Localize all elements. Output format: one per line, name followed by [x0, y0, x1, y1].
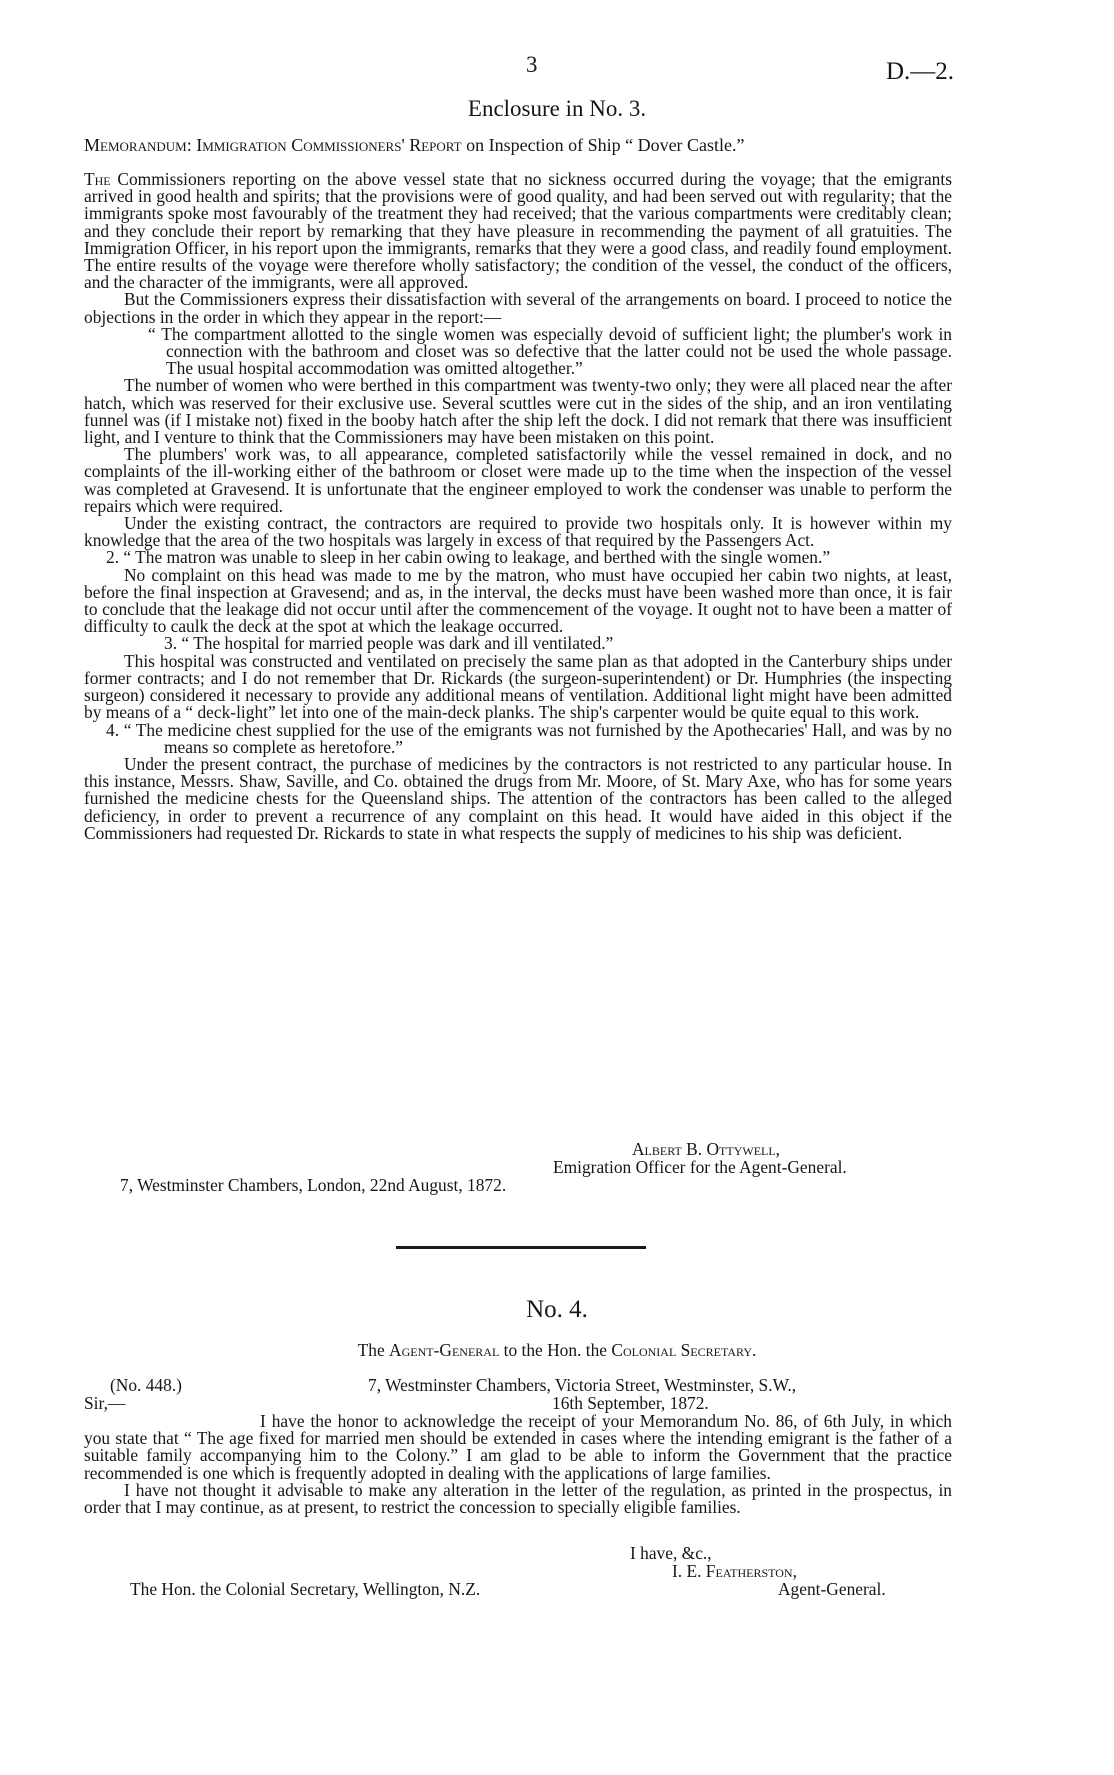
enclosure-body — [84, 171, 952, 842]
paragraph: The number of women who were berthed in this compartment was twenty-two only; they were all placed near the after hatch, which was reserved for their exclusive use. Several scuttles were cut in the sides of the ship, and an iron ventilating funnel was (if I mistake not) fixed in the booby hatch after the ship left the dock. I did not remark that there was insufficient light, and I venture to think that the Commissioners may have been mistaken on this point. — [84, 375, 952, 448]
paragraph: I have not thought it advisable to make any alteration in the letter of the regulation, as printed in the prospectus, in order that I may continue, as at present, to restrict the concession to specially eligible families. — [84, 1479, 952, 1518]
place-date: 7, Westminster Chambers, London, 22nd August, 1872. — [120, 1175, 507, 1195]
signature-title: Agent-General. — [778, 1579, 886, 1599]
signature-name: Albert B. Ottywell, — [632, 1139, 781, 1159]
paragraph: This hospital was constructed and ventilated on precisely the same plan as that adopted in the Canterbury ships under former contracts; and I do not remember that Dr. Rickards (the surgeon-superintendent) or Dr. Humphries (the inspecting surgeon) considered it necessary to provide any additional means of ventilation. Additional light might have been admitted by means of a “ deck-light” let into one of the main-deck planks. The ship's carpenter would be quite equal to this work. — [84, 650, 952, 723]
document-reference: D.—2. — [886, 58, 955, 85]
paragraph-text: Commissioners reporting on the above vessel state that no sickness occurred during the voyage; that the emigrants arrived in good health and spirits; that the provisions were of good quality, and had been served out with regularity; that the immigrants spoke most favourably of the treatment they had received; that the various compartments were creditably clean; and they conclude their report by remarking that they have pleasure in recommending the payment of all gratuities. The Immigration Officer, in his report upon the immigrants, remarks that they were a good class, and readily found employment. The entire results of the voyage were therefore wholly satisfactory; the condition of the vessel, the conduct of the officers, and the character of the immigrants, were all approved. — [84, 169, 952, 293]
paragraph: The plumbers' work was, to all appearance, completed satisfactorily while the vessel remained in dock, and no complaints of the ill-working either of the bathroom or closet were made up to the time when the inspection of the vessel was completed at Gravesend. It is unfortunate that the engineer employed to work the condenser was unable to perform the repairs which were required. — [84, 444, 952, 516]
paragraph: But the Commissioners express their dissatisfaction with several of the arrangements on board. I proceed to notice the objections in the order in which they appear in the report:— — [84, 289, 952, 327]
section-title: No. 4. — [526, 1296, 588, 1323]
section-divider — [396, 1246, 646, 1249]
letter-number: (No. 448.) — [110, 1375, 182, 1395]
signature-name: I. E. Featherston, — [672, 1561, 797, 1581]
subtitle-sender: Agent-General — [389, 1340, 500, 1360]
salutation: Sir,— — [84, 1393, 126, 1413]
addressee: The Hon. the Colonial Secretary, Wellington, N.Z. — [130, 1579, 481, 1599]
paragraph: Under the existing contract, the contractors are required to provide two hospitals only. It is however within my knowledge that the area of the two hospitals was largely in excess of that required by the Passengers Act. — [84, 513, 952, 551]
signature-title: Emigration Officer for the Agent-General. — [553, 1157, 847, 1177]
memo-label: Memorandum — [84, 135, 187, 155]
memo-heading — [84, 135, 745, 156]
quoted-objection: 3. “ The hospital for married people was dark and ill ventilated.” — [164, 633, 614, 654]
quoted-objection: 4. “ The medicine chest supplied for the use of the emigrants was not furnished by the Apothecaries' Hall, and was by no means so complete as heretofore.” — [106, 719, 952, 757]
page-number: 3 — [526, 52, 538, 77]
subtitle-part: The — [357, 1340, 385, 1360]
memo-rest: on Inspection of Ship “ Dover Castle.” — [466, 135, 745, 155]
quoted-objection: 2. “ The matron was unable to sleep in her cabin owing to leakage, and berthed with the single women.” — [106, 547, 831, 568]
paragraph: I have the honor to acknowledge the receipt of your Memorandum No. 86, of 6th July, in which you state that “ The age fixed for married men should be extended in cases where the intending emigrant is the father of a suitable family accompanying him to the Colony.” I am glad to be able to inform the Government that the practice recommended is one which is frequently adopted in dealing with the applications of large families. — [84, 1411, 952, 1483]
paragraph: Under the present contract, the purchase of medicines by the contractors is not restricted to any particular house. In this instance, Messrs. Shaw, Saville, and Co. obtained the drugs from Mr. Moore, of St. Mary Axe, who has for some years furnished the medicine chests for the Queensland ships. The attention of the contractors has been called to the alleged deficiency, in order to prevent a recurrence of any complaint on this head. It would have aided in this object if the Commissioners had requested Dr. Rickards to state in what respects the supply of medicines to his ship was deficient. — [84, 753, 952, 843]
paragraph-lead: The — [84, 169, 111, 189]
subtitle-part: to the Hon. the — [503, 1340, 607, 1360]
subtitle-recipient: Colonial Secretary. — [611, 1340, 757, 1360]
closing: I have, &c., — [630, 1543, 712, 1563]
paragraph: No complaint on this head was made to me by the matron, who must have occupied her cabin two nights, at least, before the final inspection at Gravesend; and as, in the interval, the decks must have been washed more than once, it is fair to conclude that the leakage did not occur until after the commencement of the voyage. It ought not to have been a matter of difficulty to caulk the deck at the spot at which the leakage occurred. — [84, 564, 952, 637]
memo-subject: Immigration Commissioners' Report — [196, 135, 462, 155]
section-subtitle — [0, 1340, 1114, 1361]
enclosure-title: Enclosure in No. 3. — [467, 96, 647, 121]
letter-address: 7, Westminster Chambers, Victoria Street, Westminster, S.W., — [368, 1375, 797, 1395]
quoted-objection: “ The compartment allotted to the single women was especially devoid of sufficient light; the plumber's work in connection with the bathroom and closet was so defective that the latter could not be used the whole passage. The usual hospital accommodation was omitted altogether.” — [148, 323, 952, 379]
memo-colon: : — [186, 135, 197, 155]
paragraph — [84, 171, 952, 291]
letter-date: 16th September, 1872. — [552, 1393, 709, 1413]
letter-body — [84, 1413, 952, 1516]
